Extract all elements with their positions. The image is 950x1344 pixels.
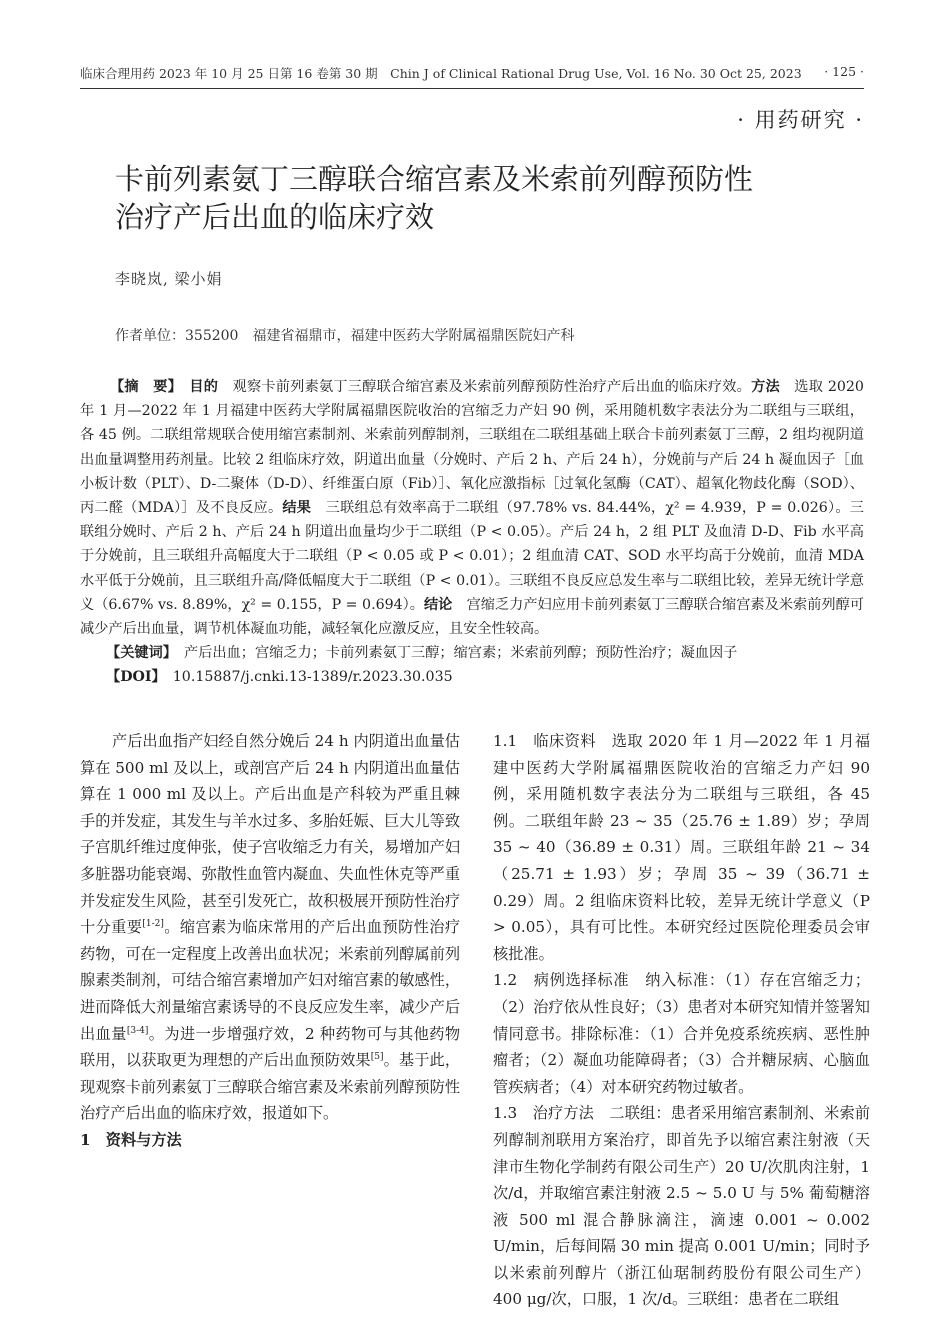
section-1-3-label: 1.3 治疗方法 — [493, 1104, 595, 1123]
intro-paragraph — [80, 728, 460, 1127]
body-column-right — [493, 728, 870, 1313]
conclusion-text: 宫缩乏力产妇应用卡前列素氨丁三醇联合缩宫素及米索前列醇可减少产后出血量，调节机体凝血功能，减轻氧化应激反应，且安全性较高。 — [80, 596, 864, 638]
abstract-label: 【摘 要】 — [110, 379, 175, 395]
abstract-block — [80, 375, 864, 690]
section-1-2 — [493, 967, 870, 1100]
intro-text-a: 产后出血指产妇经自然分娩后 24 h 内阴道出血量估算在 500 ml 及以上，或剖宫产后 24 h 内阴道出血量估算在 1 000 ml 及以上。产后出血是产科较为严重且棘手的并发症，其发生与羊水过多、多胎妊娠、巨大儿等致子宫肌纤维过度伸张，使子宫收缩乏力有关，易增加产妇多脏器功能衰竭、弥散性血管内凝血、失血性休克等严重并发症发生风险，甚至引发死亡，故积极展开预防性治疗十分重要 — [80, 732, 460, 937]
article-title — [115, 160, 835, 236]
doi — [80, 665, 864, 689]
doi-label: 【DOI】 — [106, 669, 159, 686]
running-header — [80, 58, 864, 89]
journal-info: 临床合理用药 2023 年 10 月 25 日第 16 卷第 30 期 Chin J of Clinical Rational Drug Use, Vol. 16 No. 30 Oct 25, 2023 — [80, 66, 802, 81]
result-label: 结果 — [282, 500, 312, 517]
method-text: 选取 2020 年 1 月—2022 年 1 月福建中医药大学附属福鼎医院收治的宫缩乏力产妇 90 例，采用随机数字表法分为二联组与三联组，各 45 例。二联组常规联合使用缩宫素制剂、米索前列醇制剂，三联组在二联组基础上联合卡前列素氨丁三醇，2 组均视阴道出血量调整用药剂量。比较 2 组临床疗效，阴道出血量（分娩时、产后 2 h、产后 24 h），分娩前与产后 24 h 凝血因子［血小板计数（PLT）、D-二聚体（D-D）、纤维蛋白原（Fib）］、氧化应激指标［过氧化氢酶（CAT）、超氧化物歧化酶（SOD）、丙二醛（MDA）］及不良反应。 — [80, 379, 864, 517]
intro-text-c: 。为进一步增强疗效，2 种药物可与其他药物联用，以获取更为理想的产后出血预防效果 — [80, 1024, 461, 1070]
section-1-1-text: 选取 2020 年 1 月—2022 年 1 月福建中医药大学附属福鼎医院收治的宫缩乏力产妇 90 例，采用随机数字表法分为二联组与三联组，各 45 例。二联组年龄 23 ~ 35（25.76 ± 1.89）岁；孕周 35 ~ 40（36.89 ± 0.31）周。三联组年龄 21 ~ 34（25.71 ± 1.93）岁；孕周 35 ~ 39（36.71 ± 0.29）周。2 组临床资料比较，差异无统计学意义（P > 0.05），具有可比性。本研究经过医院伦理委员会审核批准。 — [493, 732, 871, 963]
section-tag: · 用药研究 · — [737, 108, 864, 132]
affiliation: 作者单位：355200 福建省福鼎市，福建中医药大学附属福鼎医院妇产科 — [115, 328, 575, 344]
result-text: 三联组总有效率高于二联组（97.78% vs. 84.44%，χ² = 4.939，P = 0.026）。三联组分娩时、产后 2 h、产后 24 h 阴道出血量均少于二联组（P < 0.05）。产后 24 h，2 组 PLT 及血清 D-D、Fib 水平高于分娩前，且三联组升高幅度大于二联组（P < 0.05 或 P < 0.01）；2 组血清 CAT、SOD 水平均高于分娩前，血清 MDA 水平低于分娩前，且三联组升高/降低幅度大于二联组（P < 0.01）。三联组不良反应总发生率与二联组比较，差异无统计学意义（6.67% vs. 8.89%，χ² = 0.155，P = 0.694）。 — [80, 500, 864, 613]
doi-text: 10.15887/j.cnki.13-1389/r.2023.30.035 — [172, 669, 453, 686]
abstract — [80, 375, 864, 641]
keywords-text: 产后出血；宫缩乏力；卡前列素氨丁三醇；缩宫素；米索前列醇；预防性治疗；凝血因子 — [184, 645, 738, 662]
section-1-1-label: 1.1 临床资料 — [493, 732, 597, 750]
section-1-3-text: 二联组：患者采用缩宫素制剂、米索前列醇制剂联用方案治疗，即首先予以缩宫素注射液（天津市生物化学制药有限公司生产）20 U/次肌肉注射，1 次/d，并取缩宫素注射液 2.5 ~ 5.0 U 与 5% 葡萄糖溶液 500 ml 混合静脉滴注，滴速 0.001 ~ 0.002 U/min，后每间隔 30 min 提高 0.001 U/min；同时予以米索前列醇片（浙江仙琚制药股份有限公司生产）400 μg/次，口服，1 次/d。三联组：患者在二联组 — [493, 1104, 871, 1309]
section-1-3 — [493, 1100, 870, 1313]
citation: [3-4] — [126, 1025, 149, 1036]
body-column-left — [80, 728, 460, 1154]
section-1-1 — [493, 728, 870, 967]
section-heading-1: 1 资料与方法 — [80, 1130, 182, 1149]
page-number: · 125 · — [824, 64, 864, 79]
authors: 李晓岚, 梁小娟 — [115, 270, 223, 288]
citation: [5] — [370, 1052, 384, 1063]
intro-text-d: 。基于此，现观察卡前列素氨丁三醇联合缩宫素及米索前列醇预防性治疗产后出血的临床疗效，报道如下。 — [80, 1051, 461, 1123]
section-1-2-label: 1.2 病例选择标准 — [493, 971, 630, 990]
purpose-text: 观察卡前列素氨丁三醇联合缩宫素及米索前列醇预防性治疗产后出血的临床疗效。 — [232, 379, 752, 395]
conclusion-label: 结论 — [423, 596, 453, 613]
intro-text-b: 。缩宫素为临床常用的产后出血预防性治疗药物，可在一定程度上改善出血状况；米索前列醇属前列腺素类制剂，可结合缩宫素增加产妇对缩宫素的敏感性，进而降低大剂量缩宫素诱导的不良反应发生率，减少产后出血量 — [80, 918, 461, 1043]
keywords — [80, 641, 864, 665]
citation: [1-2] — [142, 919, 164, 930]
title-line-2: 治疗产后出血的临床疗效 — [115, 200, 435, 234]
method-label: 方法 — [751, 379, 780, 395]
title-line-1: 卡前列素氨丁三醇联合缩宫素及米索前列醇预防性 — [115, 162, 754, 196]
keywords-label: 【关键词】 — [106, 645, 170, 662]
section-1-2-text: 纳入标准：（1）存在宫缩乏力；（2）治疗依从性良好；（3）患者对本研究知情并签署知情同意书。排除标准：（1）合并免疫系统疾病、恶性肿瘤者；（2）凝血功能障碍者；（3）合并糖尿病、心脑血管疾病者；（4）对本研究药物过敏者。 — [493, 971, 871, 1096]
purpose-label: 目的 — [189, 379, 219, 395]
